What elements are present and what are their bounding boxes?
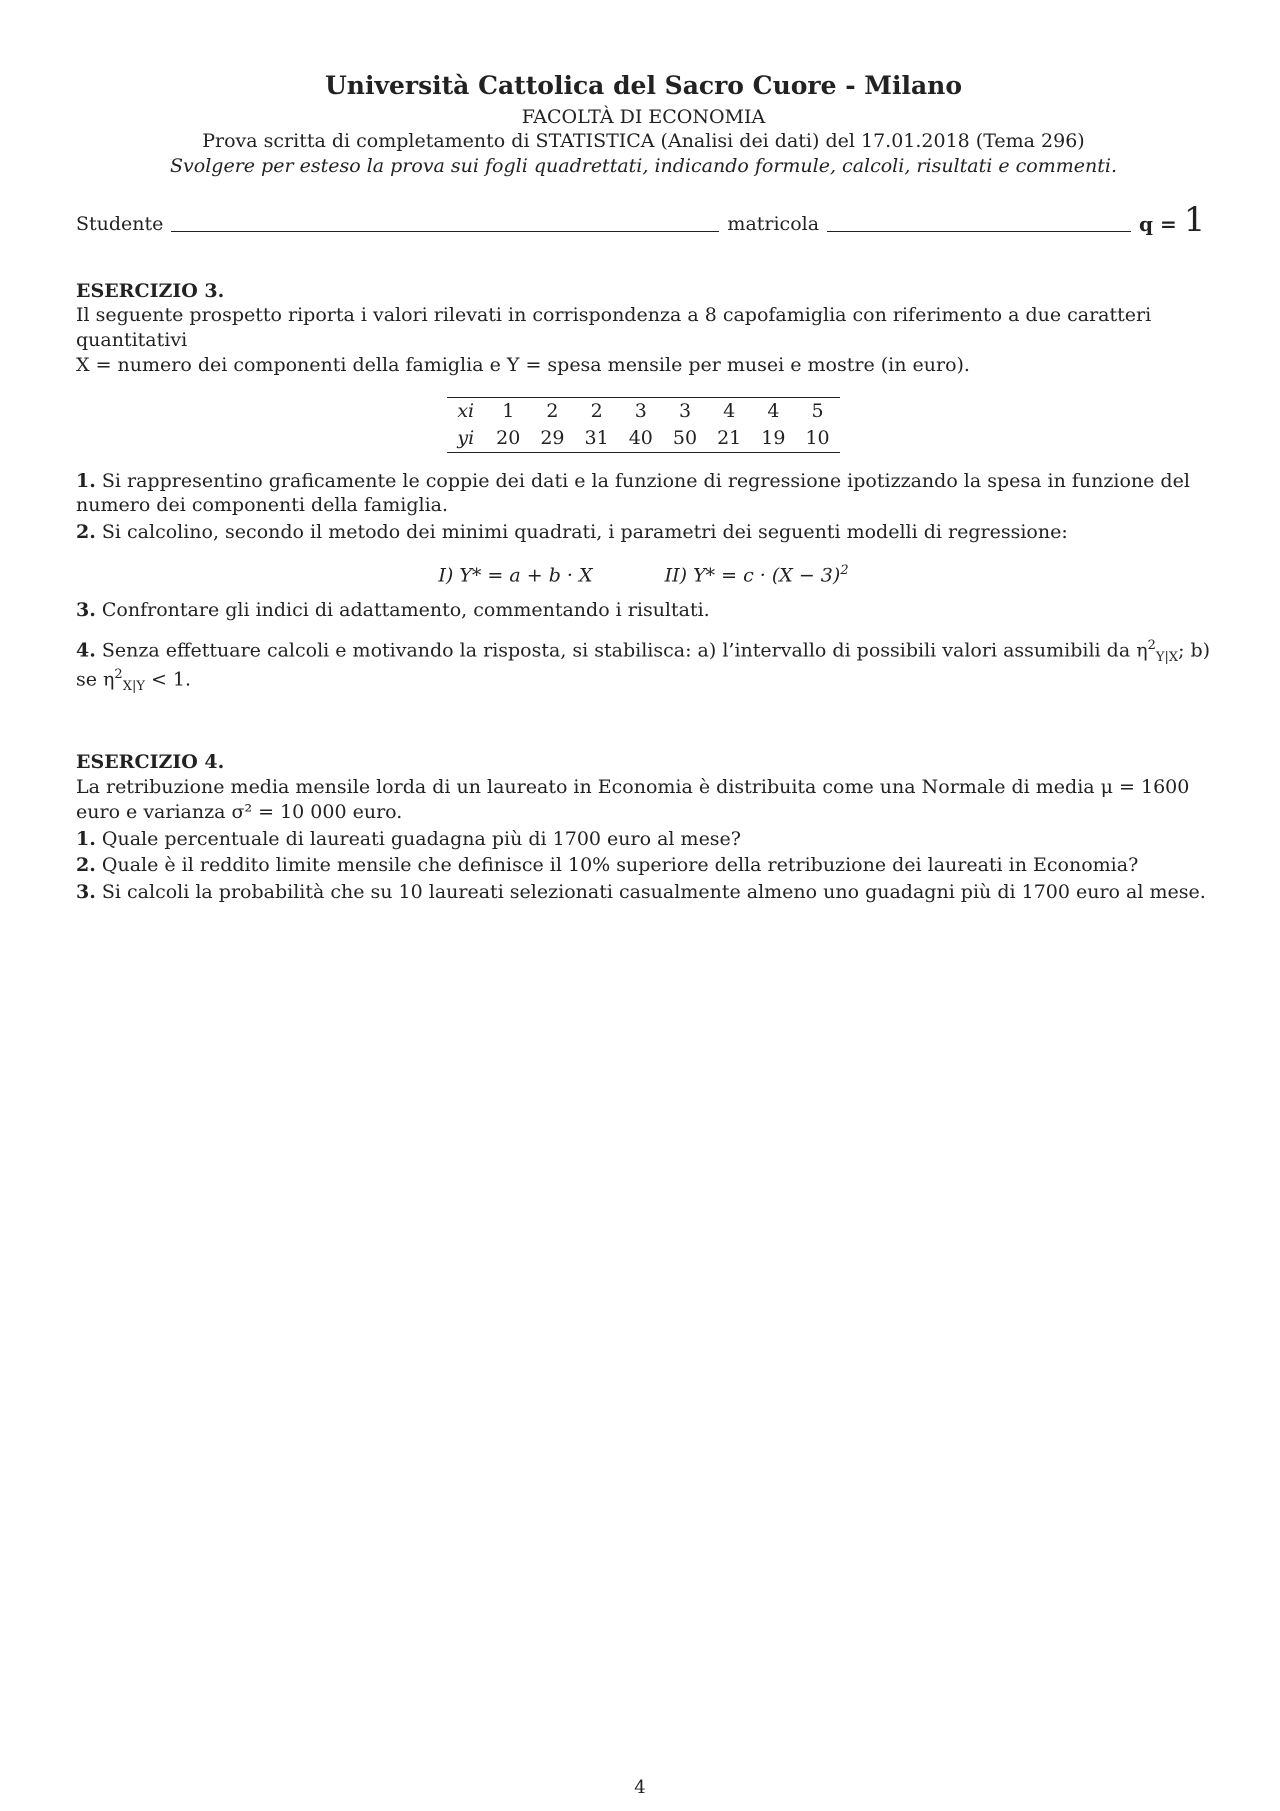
- page-number: 4: [634, 1777, 646, 1798]
- ex3-question-3: [76, 598, 1211, 623]
- ex4-question-3: [76, 880, 1211, 905]
- ex3-q1-number: 1.: [76, 469, 96, 492]
- ex4-q3-number: 3.: [76, 880, 96, 903]
- exam-description: Prova scritta di completamento di STATISTICA (Analisi dei dati) del 17.01.2018 (Tema 296): [202, 130, 1085, 153]
- table-cell: 20: [496, 427, 521, 449]
- ex4-q2-number: 2.: [76, 854, 96, 877]
- table-cell: 2: [590, 400, 603, 423]
- table-cell: 50: [672, 427, 698, 449]
- matricola-field[interactable]: [827, 211, 1131, 232]
- table-cell: 19: [761, 427, 786, 449]
- table-cell: 29: [540, 427, 565, 449]
- ex3-q4-text-b: ; b) se η: [76, 639, 1211, 691]
- university-title: Università Cattolica del Sacro Cuore - Milano: [324, 71, 963, 100]
- ex3-q4-number: 4.: [76, 639, 96, 662]
- q-label: q =: [1139, 211, 1177, 236]
- ex3-title: ESERCIZIO 3.: [76, 279, 225, 302]
- regression-models: [76, 563, 1211, 588]
- exam-page: [76, 70, 1211, 905]
- ex3-q4-text-end: < 1.: [144, 668, 192, 691]
- faculty-name: FACOLTÀ DI ECONOMIA: [521, 105, 766, 128]
- model-2: II) Y* = c · (X − 3): [664, 564, 841, 587]
- ex4-question-1: [76, 827, 1211, 852]
- table-row-x: [447, 398, 839, 425]
- ex3-q2-number: 2.: [76, 521, 96, 544]
- table-cell: 5: [811, 400, 824, 423]
- table-cell: 40: [628, 427, 653, 449]
- ex3-q4-text-a: Senza effettuare calcoli e motivando la risposta, si stabilisca: a) l’intervallo di possibili valori assumibili da η: [101, 639, 1148, 662]
- table-cell: 21: [717, 427, 742, 449]
- ex3-q1-text: Si rappresentino graficamente le coppie dei dati e la funzione di regressione ipotizzando la spesa in funzione del numero dei componenti della famiglia.: [76, 469, 1190, 517]
- ex3-question-4: [76, 638, 1211, 696]
- student-row: [76, 199, 1211, 240]
- eta-exponent: 2: [1147, 638, 1156, 654]
- table-cell: 3: [678, 400, 692, 423]
- q-value: 1: [1183, 199, 1206, 240]
- x-header: xi: [457, 400, 475, 423]
- eta-subscript-yx: Y|X: [1155, 650, 1179, 666]
- table-cell: 3: [634, 400, 647, 423]
- exam-instructions: Svolgere per esteso la prova sui fogli quadrettati, indicando formule, calcoli, risultati e commenti.: [170, 154, 1117, 177]
- table-cell: 2: [546, 400, 559, 423]
- table-cell: 4: [767, 400, 780, 423]
- table-row-y: [447, 425, 839, 452]
- data-table: [447, 397, 839, 452]
- ex3-intro-1: Il seguente prospetto riporta i valori rilevati in corrispondenza a 8 capofamiglia con riferimento a due caratteri quantitativi: [76, 304, 1152, 351]
- eta-exponent: 2: [114, 667, 123, 683]
- header: [76, 70, 1211, 179]
- ex4-q2-text: Quale è il reddito limite mensile che definisce il 10% superiore della retribuzione dei laureati in Economia?: [101, 854, 1139, 877]
- ex4-title: ESERCIZIO 4.: [76, 751, 225, 774]
- table-cell: 4: [723, 400, 736, 423]
- ex3-intro-2: X = numero dei componenti della famiglia e Y = spesa mensile per musei e mostre (in euro).: [76, 353, 970, 376]
- table-cell: 31: [584, 427, 609, 449]
- ex3-q2-text: Si calcolino, secondo il metodo dei minimi quadrati, i parametri dei seguenti modelli di regressione:: [101, 521, 1068, 544]
- table-cell: 10: [805, 427, 830, 449]
- ex4-q1-text: Quale percentuale di laureati guadagna più di 1700 euro al mese?: [101, 827, 741, 850]
- student-name-field[interactable]: [171, 211, 719, 232]
- y-header: yi: [457, 427, 475, 449]
- ex3-question-2: [76, 520, 1211, 545]
- q-indicator: [1139, 199, 1206, 240]
- ex3-question-1: [76, 469, 1211, 518]
- model-2-exponent: 2: [840, 562, 849, 578]
- ex4-q3-text: Si calcoli la probabilità che su 10 laureati selezionati casualmente almeno uno guadagni più di 1700 euro al mese.: [101, 880, 1206, 903]
- student-label: Studente: [76, 212, 164, 235]
- matricola-label: matricola: [727, 212, 820, 235]
- ex4-q1-number: 1.: [76, 827, 96, 850]
- ex4-intro: La retribuzione media mensile lorda di un laureato in Economia è distribuita come una Normale di media μ = 1600 euro e varianza σ² = 10 000 euro.: [76, 776, 1190, 823]
- ex3-q3-number: 3.: [76, 598, 96, 621]
- ex3-q3-text: Confrontare gli indici di adattamento, commentando i risultati.: [101, 598, 710, 621]
- model-1: I) Y* = a + b · X: [438, 564, 593, 587]
- eta-subscript-xy: X|Y: [122, 679, 145, 695]
- ex4-question-2: [76, 853, 1211, 878]
- table-cell: 1: [502, 400, 515, 423]
